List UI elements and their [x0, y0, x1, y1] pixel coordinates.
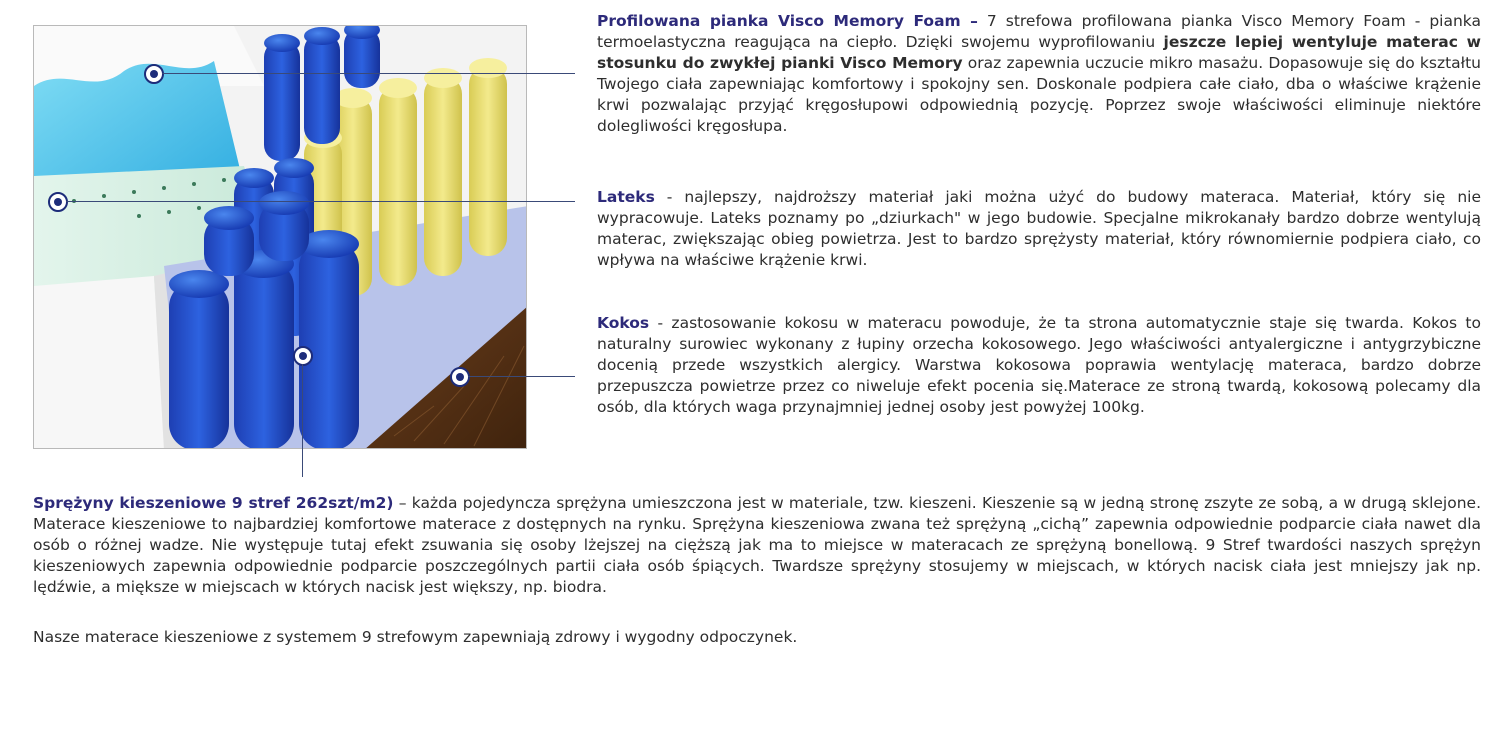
- coconut-description: [597, 313, 1481, 418]
- memory-foam-title: Profilowana pianka Visco Memory Foam –: [597, 12, 978, 30]
- springs-title: Sprężyny kieszeniowe 9 stref 262szt/m2): [33, 494, 394, 512]
- mattress-illustration: [34, 26, 527, 449]
- mattress-cross-section-image: [33, 25, 527, 449]
- memory-foam-text: 7 strefowa profilowana pianka Visco Memory Foam - pianka termoelastyczna reagująca na ciepło. Dzięki swojemu wyprofilowaniu: [597, 12, 1481, 51]
- springs-text: – każda pojedyncza sprężyna umieszczona jest w materiale, tzw. kieszeni. Kieszenie są w jedną stronę zszyte ze sobą, a w drugą sklejone. Materace kieszeniowe to najbardziej komfortowe materace z dostępnych na rynku. Sprężyna kieszeniowa zwana też sprężyną „cichą” zapewnia odpowiednie podparcie ciała nawet dla osób o różnej wadze. Nie występuje tutaj efekt zsuwania się osoby lżejszej na cięższą jak ma to miejsce w materacach ze sprężyną bonellową. 9 Stref twardości naszych sprężyn kieszeniowych zapewnia odpowiednie podparcie poszczególnych partii ciała osób śpiących. Twardsze sprężyny stosujemy w miejscach, w których nacisk ciała jest mniejszy jak np. lędźwie, a miększe w miejscach w których nacisk jest większy, np. biodra.: [33, 494, 1481, 596]
- target-marker-icon: [145, 65, 163, 83]
- closing-sentence: Nasze materace kieszeniowe z systemem 9 strefowym zapewniają zdrowy i wygodny odpoczynek.: [33, 628, 798, 646]
- target-marker-icon: [451, 368, 469, 386]
- side-panel: [34, 276, 164, 449]
- memory-foam-text-continued: oraz zapewnia uczucie mikro masażu. Dopasowuje się do kształtu Twojego ciała zapewniając komfortowy i spokojny sen. Doskonale podpiera całe ciało, dba o właściwe krążenie krwi pozwalając przyjąć kręgosłupowi odpowiednią pozycję. Poprzez swoje właściwości eliminuje niektóre dolegliwości kręgosłupa.: [597, 54, 1481, 135]
- memory-foam-description: [597, 11, 1481, 137]
- latex-text: - najlepszy, najdroższy materiał jaki można użyć do budowy materaca. Materiał, który się nie wypracowuje. Lateks poznamy po „dziurkach" w jego budowie. Specjalne mikrokanały bardzo dobrze wentylują materac, zwiększając obieg powietrza. Jest to bardzo sprężysty materiał, który równomiernie podpiera ciało, co wpływa na właściwe krążenie krwi.: [597, 188, 1481, 269]
- leader-line-springs: [302, 364, 303, 477]
- leader-line-coconut: [468, 376, 575, 377]
- latex-description: [597, 187, 1481, 271]
- latex-title: Lateks: [597, 188, 655, 206]
- memory-foam-emphasis: jeszcze lepiej wentyluje materac w stosunku do zwykłej pianki Visco Memory: [597, 33, 1482, 72]
- target-marker-icon: [49, 193, 67, 211]
- target-marker-icon: [294, 347, 312, 365]
- leader-line-latex: [66, 201, 575, 202]
- coconut-title: Kokos: [597, 314, 650, 332]
- leader-line-memory-foam: [162, 73, 575, 74]
- springs-description: [33, 493, 1481, 598]
- coconut-text: - zastosowanie kokosu w materacu powoduje, że ta strona automatycznie staje się twarda. Kokos to naturalny surowiec wykonany z łupiny orzecha kokosowego. Jego właściwości antyalergiczne i antygrzybiczne docenią przede wszystkich alergicy. Warstwa kokosowa poprawia wentylację materaca, bardzo dobrze przepuszcza powietrze przez co niweluje efekt pocenia się.Materace ze stroną twardą, kokosową polecamy dla osób, dla których waga przynajmniej jednej osoby jest powyżej 100kg.: [597, 314, 1481, 416]
